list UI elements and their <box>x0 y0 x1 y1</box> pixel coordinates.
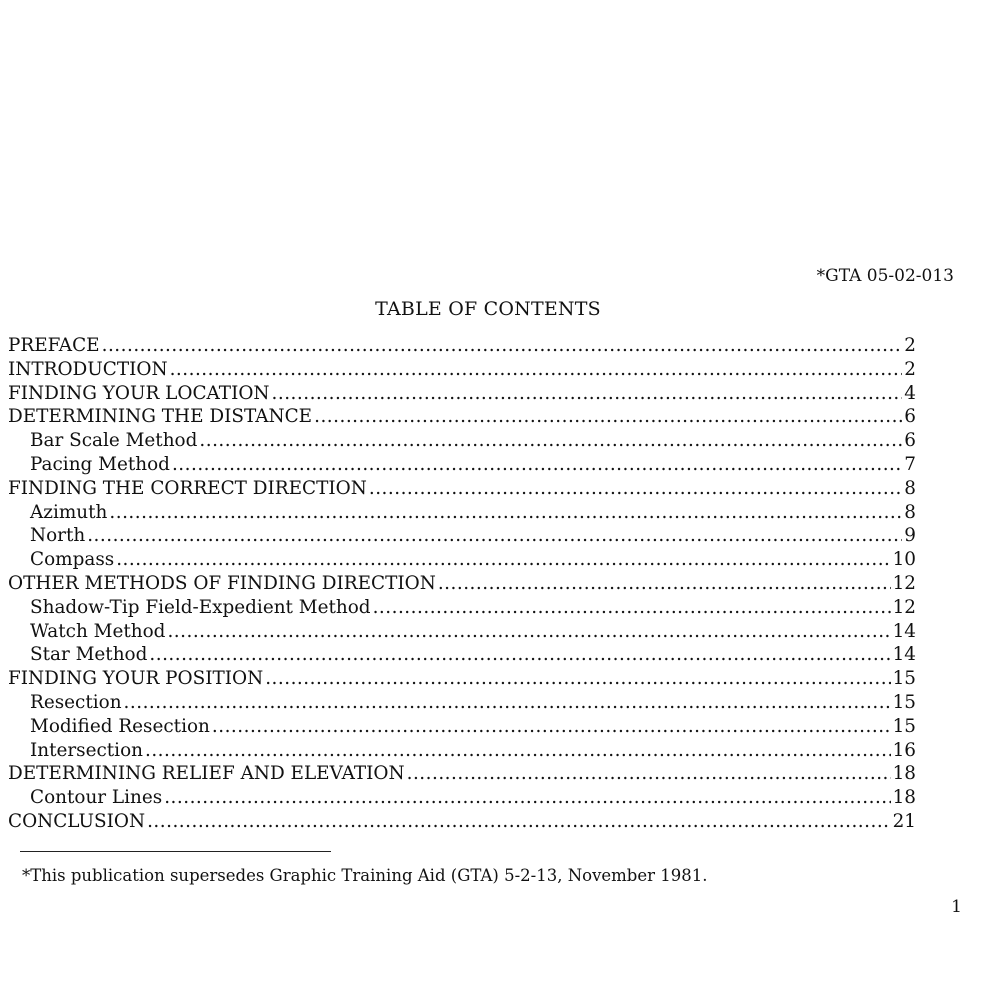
toc-entry-page: 18 <box>892 787 916 809</box>
toc-entry-label: Shadow-Tip Field-Expedient Method <box>30 596 371 618</box>
toc-entry <box>8 810 916 834</box>
toc-entry-page: 14 <box>892 620 916 642</box>
dot-leader <box>373 596 891 620</box>
toc-entry-page: 15 <box>892 668 916 690</box>
toc-entry-label: Pacing Method <box>30 453 170 475</box>
dot-leader <box>116 548 890 572</box>
toc-entry-label: DETERMINING THE DISTANCE <box>8 406 313 428</box>
toc-entry-page: 18 <box>892 763 916 785</box>
toc-entry-page: 12 <box>892 572 916 594</box>
dot-leader <box>407 762 891 786</box>
toc-entry-page: 2 <box>904 335 916 356</box>
toc-entry-label: Watch Method <box>30 620 166 642</box>
toc-entry <box>8 358 916 382</box>
dot-leader <box>149 643 890 667</box>
toc-entry-page: 7 <box>904 453 916 475</box>
dot-leader <box>109 501 902 525</box>
toc-entry-page: 14 <box>892 644 916 666</box>
dot-leader <box>438 572 891 596</box>
toc-entry-label: Compass <box>30 549 115 571</box>
toc-entry <box>8 548 916 572</box>
toc-entry <box>8 501 916 525</box>
toc-entry <box>8 596 916 620</box>
dot-leader <box>145 739 891 763</box>
toc-entry-page: 10 <box>892 549 916 571</box>
table-of-contents <box>8 334 916 834</box>
toc-entry <box>8 429 916 453</box>
toc-entry-page: 6 <box>904 430 916 452</box>
toc-entry <box>8 643 916 667</box>
document-id: *GTA 05-02-013 <box>816 266 954 286</box>
toc-entry-label: FINDING YOUR POSITION <box>8 668 264 690</box>
toc-entry <box>8 620 916 644</box>
dot-leader <box>147 810 891 834</box>
toc-entry-label: North <box>30 525 86 547</box>
toc-entry-page: 4 <box>904 382 916 404</box>
dot-leader <box>87 524 902 548</box>
toc-title: TABLE OF CONTENTS <box>375 298 601 320</box>
footnote: *This publication supersedes Graphic Training Aid (GTA) 5-2-13, November 1981. <box>22 866 708 885</box>
toc-entry-page: 8 <box>904 501 916 523</box>
toc-entry <box>8 382 916 406</box>
dot-leader <box>170 358 903 382</box>
toc-entry-label: Resection <box>30 691 122 713</box>
toc-entry-label: INTRODUCTION <box>8 358 168 380</box>
toc-entry <box>8 786 916 810</box>
toc-entry-page: 6 <box>904 406 916 428</box>
toc-entry-label: FINDING YOUR LOCATION <box>8 382 270 404</box>
toc-entry <box>8 453 916 477</box>
toc-entry-label: Azimuth <box>30 501 108 523</box>
dot-leader <box>167 620 890 644</box>
toc-entry-label: PREFACE <box>8 335 100 356</box>
toc-entry-page: 15 <box>892 715 916 737</box>
toc-entry-page: 21 <box>892 810 916 832</box>
toc-entry-page: 9 <box>904 525 916 547</box>
toc-entry-label: FINDING THE CORRECT DIRECTION <box>8 477 367 499</box>
dot-leader <box>102 334 903 358</box>
toc-entry-label: DETERMINING RELIEF AND ELEVATION <box>8 763 405 785</box>
toc-entry-page: 2 <box>904 358 916 380</box>
dot-leader <box>369 477 902 501</box>
toc-entry-label: Intersection <box>30 739 143 761</box>
dot-leader <box>314 405 902 429</box>
toc-entry-page: 12 <box>892 596 916 618</box>
toc-entry-label: OTHER METHODS OF FINDING DIRECTION <box>8 572 436 594</box>
dot-leader <box>124 691 891 715</box>
toc-entry-label: CONCLUSION <box>8 810 146 832</box>
toc-entry <box>8 572 916 596</box>
toc-entry <box>8 334 916 358</box>
toc-entry <box>8 762 916 786</box>
toc-entry-label: Bar Scale Method <box>30 430 198 452</box>
toc-entry <box>8 715 916 739</box>
page-number: 1 <box>951 897 962 917</box>
toc-entry-label: Modified Resection <box>30 715 210 737</box>
toc-entry-page: 16 <box>892 739 916 761</box>
toc-entry <box>8 667 916 691</box>
toc-entry <box>8 691 916 715</box>
toc-entry <box>8 524 916 548</box>
dot-leader <box>164 786 890 810</box>
toc-entry <box>8 405 916 429</box>
toc-entry-page: 8 <box>904 477 916 499</box>
dot-leader <box>272 382 903 406</box>
toc-entry-label: Star Method <box>30 644 148 666</box>
toc-entry <box>8 739 916 763</box>
toc-entry-label: Contour Lines <box>30 787 163 809</box>
toc-entry <box>8 477 916 501</box>
toc-entry-page: 15 <box>892 691 916 713</box>
dot-leader <box>212 715 891 739</box>
dot-leader <box>172 453 902 477</box>
dot-leader <box>265 667 890 691</box>
dot-leader <box>199 429 902 453</box>
footnote-divider <box>20 851 331 852</box>
